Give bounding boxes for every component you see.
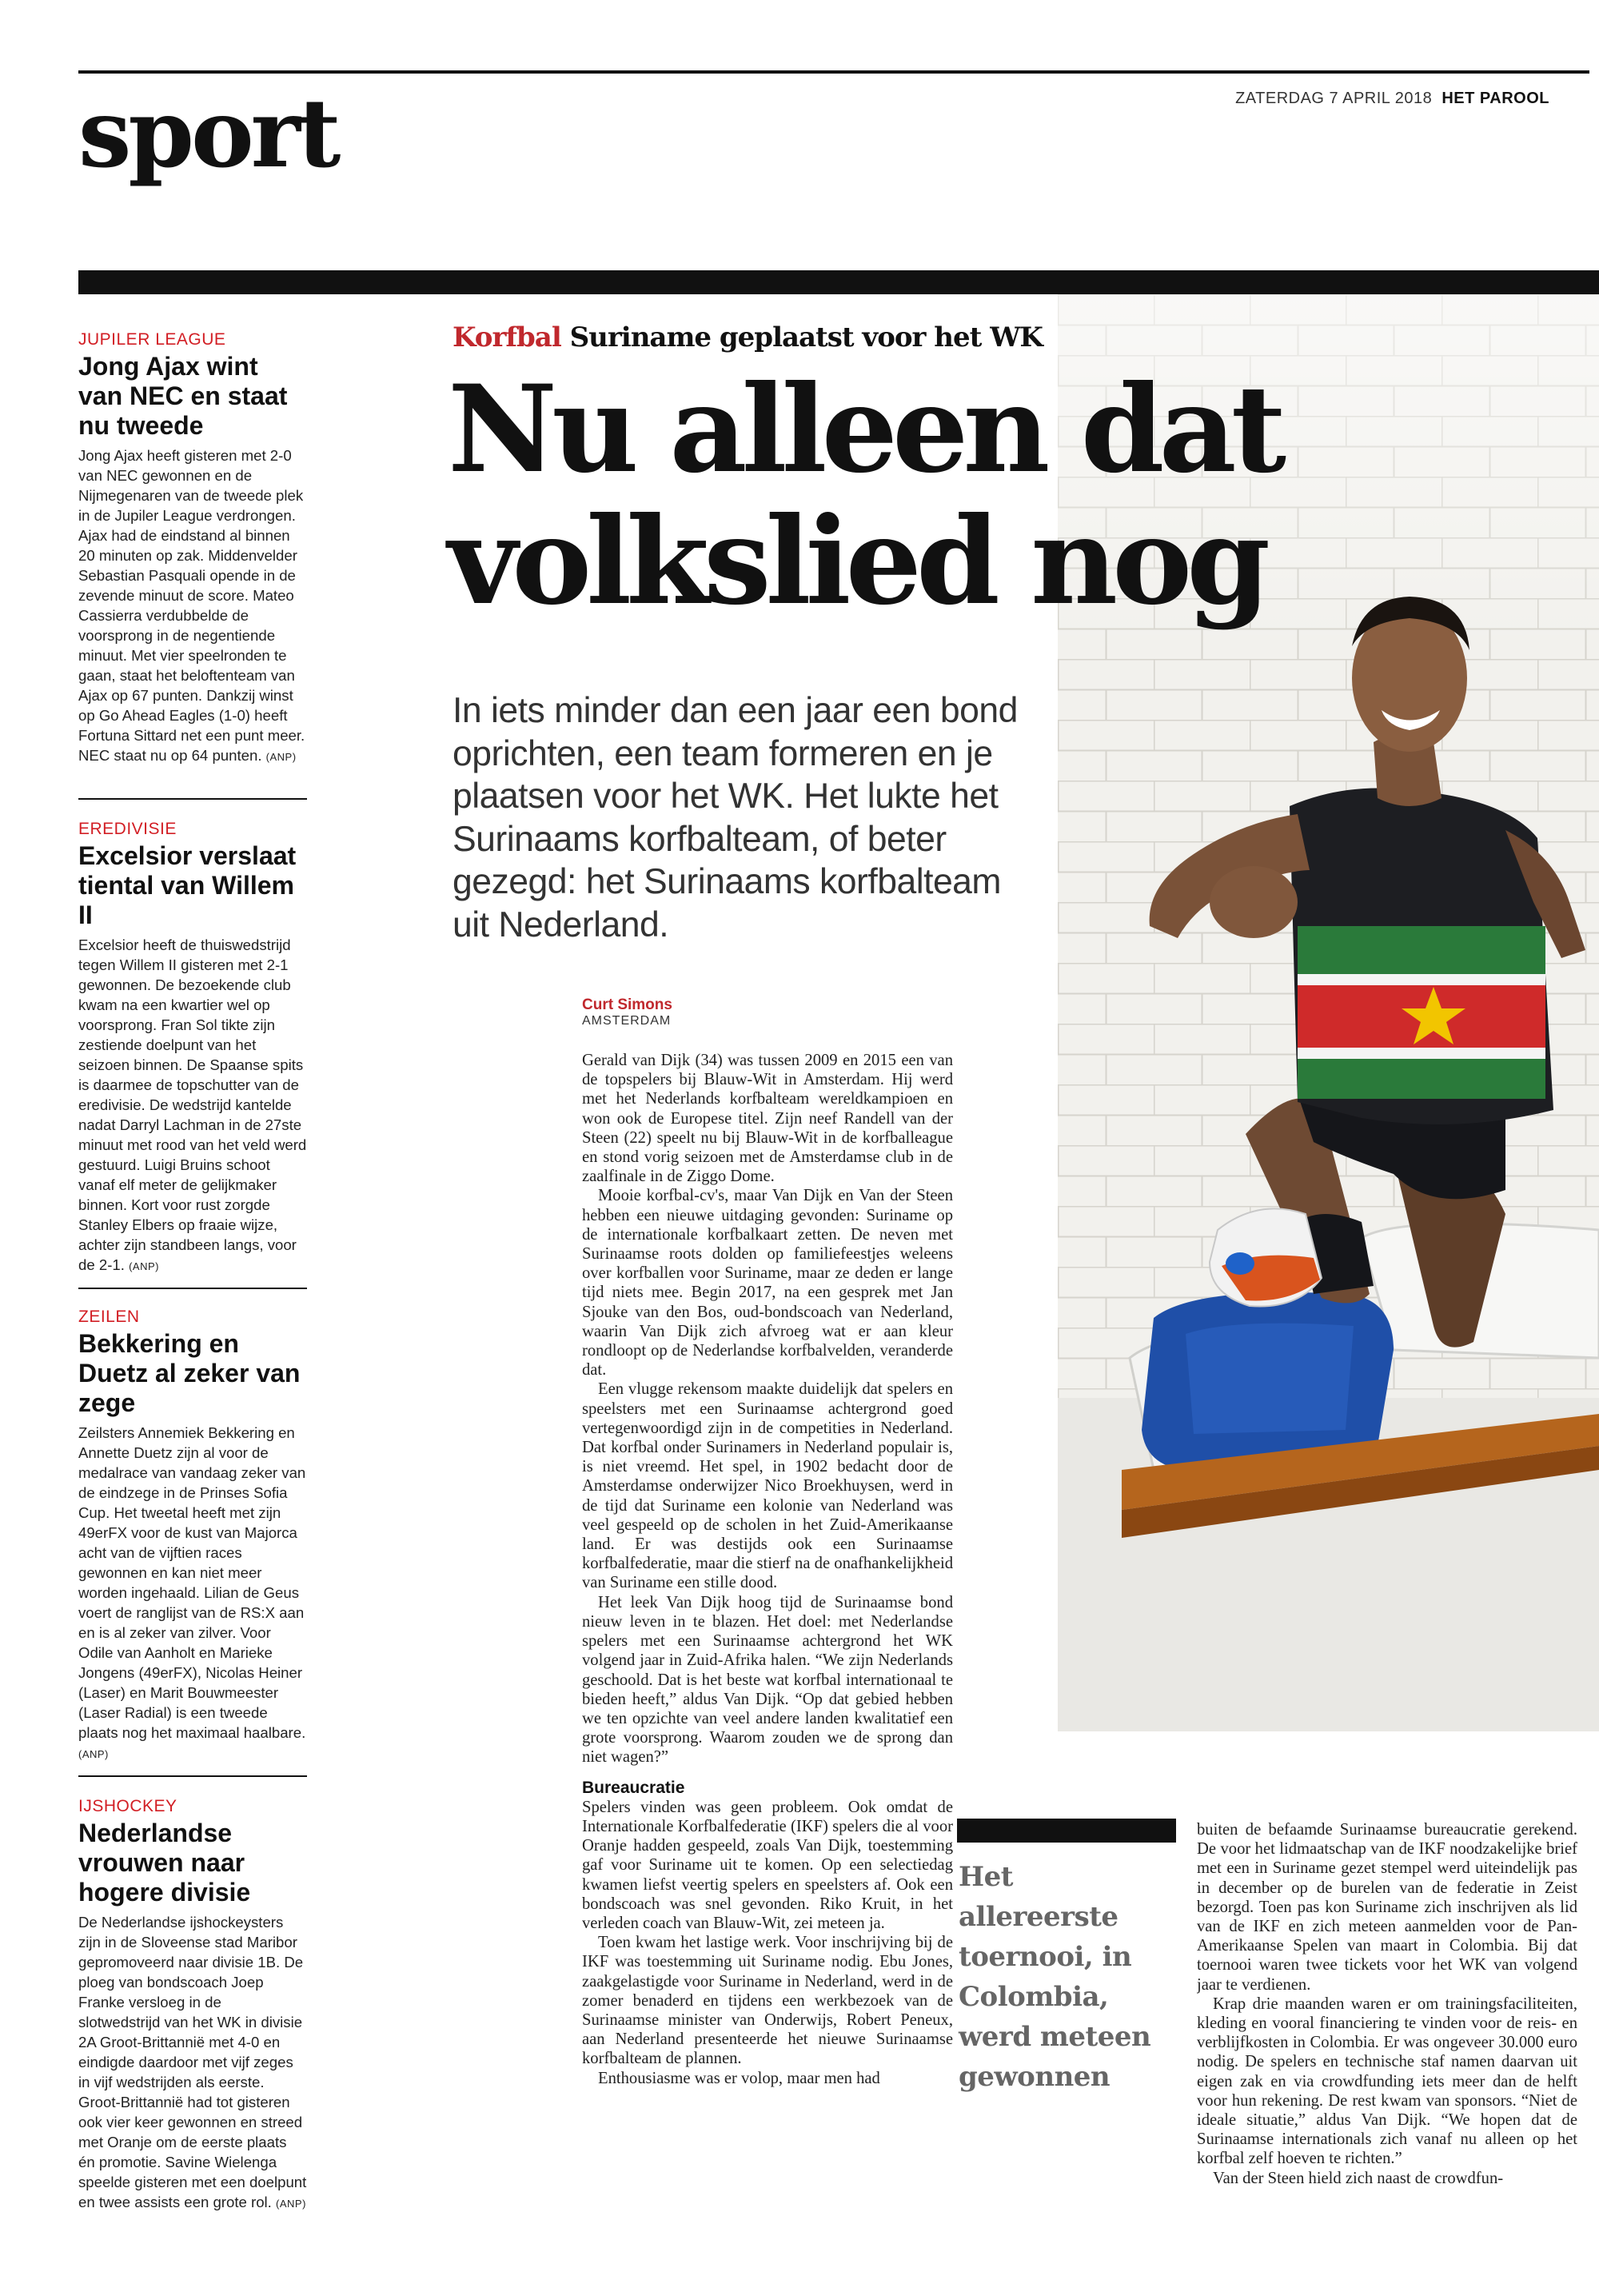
brief-headline: Jong Ajax wint van NEC en staat nu tweede [78, 352, 288, 440]
brief-divider [78, 1775, 307, 1777]
section-title: sport [78, 78, 338, 189]
story-paragraph: Toen kwam het lastige werk. Voor inschrijving bij de IKF was toestemming uit Suriname nodig. Ebu Jones, zaakgelastigde voor Suriname in Nederland, werd in de zomer benaderd en tijdens een werkbezoek van de Surinaamse minister van Onderwijs, Robert Peneux, aan Nederland presenteerde het nieuwe Surinaamse korfbalteam de plannen. [582, 1934, 953, 2068]
dateline [1235, 90, 1549, 108]
story-paragraph: Gerald van Dijk (34) was tussen 2009 en 2015 een van de topspelers bij Blauw-Wit in Amsterdam. Hij werd met het Nederlands korfbalteam wereldkampioen en won ook de Europese titel. Zijn neef Randell van der Steen (22) speelt nu bij Blauw-Wit in de korfballeague en stond vorig seizoen met de Amsterdamse club in de zaalfinale in de Ziggo Dome. [582, 1052, 953, 1186]
story-paragraph: Het leek Van Dijk hoog tijd de Surinaamse bond nieuw leven in te blazen. Het doel: met Nederlandse spelers met een Surinaamse achtergrond het WK volgend jaar in Zuid-Afrika halen. “We zijn Nederlands geschoold. Dat is het beste wat korfbal internationaal te bieden heeft,” aldus Van Dijk. “Op dat gebied hebben we ten opzichte van veel andere landen kwalitatief een grote voorsprong. Waarom zouden we de sprong dan niet wagen?” [582, 1593, 953, 1767]
brief-body: Jong Ajax heeft gisteren met 2-0 van NEC gewonnen en de Nijmegenaren van de tweede plek in de Jupiler League verdrongen. Ajax had de eindstand al binnen 20 minuten op zak. Middenvelder Sebastian Pasquali opende in de zevende minuut de score. Mateo Cassierra verdubbelde de voorsprong in de negentiende minuut. Met vier speelronden te gaan, staat het beloftenteam van Ajax op 67 punten. Dankzij winst op Go Ahead Eagles (1-0) heeft Fortuna Sittard net een punt meer. NEC staat nu op 64 punten. (ANP) [78, 447, 305, 764]
brief-ijshockey [78, 1796, 307, 2214]
pull-quote: Het allereerste toernooi, in Colombia, werd meteen gewonnen [959, 1861, 1151, 2093]
brief-headline: Bekkering en Duetz al zeker van zege [78, 1329, 301, 1417]
story-paragraph: Een vlugge rekensom maakte duidelijk dat spelers en speelsters met een Surinaamse achtergrond goed vertegenwoordigd zijn in de competities in Nederland. Dat korfbal onder Surinamers in Nederland populair is, is niet vreemd. Het spel, in 1902 bedacht door de Amsterdamse onderwijzer Nico Broekhuysen, werd in de tijd dat Suriname een kolonie van Nederland was veel gespeeld op de scholen in het Zuid-Amerikaanse land. Er was destijds ook een Surinaamse korfbalfederatie, maar die stierf na de onafhankelijkheid van Suriname een stille dood. [582, 1380, 953, 1592]
story-headline: Nu alleen dat volkslied nog [448, 359, 1282, 632]
story-category: Korfbal [453, 321, 561, 353]
brief-eredivisie [78, 819, 307, 1276]
story-paragraph: Krap drie maanden waren er om trainingsfaciliteiten, kleding en vooral financiering te vinden voor de reis- en verblijfkosten in Colombia. Er was ongeveer 30.000 euro nodig. De spelers en technische staf namen daarvan uit eigen zak en via crowdfunding iets meer dan de helft voor hun rekening. De rest kwam van sponsors. “Niet de ideale situatie,” aldus Van Dijk. “We hopen dat de Surinaamse internationals zich vanaf nu alleen op het korfbal zelf hoeven te richten.” [1197, 1995, 1577, 2168]
story-intro: In iets minder dan een jaar een bond oprichten, een team formeren en je plaatsen voor het WK. Het lukte het Surinaams korfbalteam, of beter gezegd: het Surinaams korfbalteam uit Nederland. [453, 691, 1018, 944]
story-topic: Suriname geplaatst voor het WK [569, 321, 1043, 353]
story-topic-line [453, 321, 1043, 353]
brief-body: Excelsior heeft de thuiswedstrijd tegen Willem II gisteren met 2-1 gewonnen. De bezoekende club kwam na een kwartier wel op voorsprong. Fran Sol tikte zijn zestiende doelpunt van het seizoen binnen. De Spaanse spits is daarmee de topschutter van de eredivisie. De wedstrijd kantelde nadat Darryl Lachman in de 27ste minuut met rood van het veld werd gestuurd. Luigi Bruins schoot vanaf elf meter de gelijkmaker binnen. Kort voor rust zorgde Stanley Elbers op fraaie wijze, achter zijn standbeen langs, voor de 2-1. (ANP) [78, 936, 307, 1273]
brief-jupiler-league [78, 329, 307, 767]
top-rule [78, 70, 1589, 74]
newspaper-name: HET PAROOL [1441, 90, 1549, 107]
story-paragraph: Spelers vinden was geen probleem. Ook omdat de Internationale Korfbalfederatie (IKF) spelers die al voor Oranje hadden gespeeld, zoals Van Dijk, toestemming gaf voor Suriname uit te komen. Op een selectiedag kwamen liefst veertig spelers en speelsters af. Ook een bondscoach was snel gevonden. Riko Kruit, in het verleden coach van Blauw-Wit, zei meteen ja. [582, 1798, 953, 1932]
brief-source: (ANP) [265, 751, 297, 763]
brief-body: Zeilsters Annemiek Bekkering en Annette Duetz zijn al voor de medalrace van vandaag zeker van de eindzege in de Prinses Sofia Cup. Het tweetal heeft met zijn 49erFX voor de kust van Majorca acht van de vijftien races gewonnen en kan niet meer worden ingehaald. Lilian de Geus voert de ranglijst van de RS:X aan en is al zeker van zilver. Voor Odile van Aanholt en Marieke Jongens (49erFX), Nicolas Heiner (Laser) en Marit Bouwmeester (Laser Radial) is een tweede plaats nog het maximaal haalbare. (ANP) [78, 1424, 306, 1760]
story-column-2 [1197, 1820, 1577, 2287]
brief-body: De Nederlandse ijshockeysters zijn in de Sloveense stad Maribor gepromoveerd naar divisie 1B. De ploeg van bondscoach Joep Franke versloeg in de slotwedstrijd van het WK in divisie 2A Groot-Brittannië met 4-0 en eindigde daardoor met vijf zeges in vijf wedstrijden als eerste. Groot-Brittannië had tot gisteren ook vier keer gewonnen en streed met Oranje om de eerste plaats én promotie. Savine Wielenga speelde gisteren met een doelpunt en twee assists een grote rol. (ANP) [78, 1914, 307, 2210]
brief-divider [78, 798, 307, 800]
byline-author: Curt Simons [582, 996, 672, 1013]
brief-source: (ANP) [78, 1748, 109, 1760]
story-column-1 [582, 1051, 953, 2286]
brief-source: (ANP) [276, 2198, 306, 2210]
story-paragraph: Mooie korfbal-cv's, maar Van Dijk en Van der Steen hebben een nieuwe uitdaging gevonden: Suriname op de internationale korfbalkaart zetten. De neven met Surinaamse roots dolden op familiefeestjes weleens over korfballen voor Suriname, maar ze deden er lange tijd niets mee. Begin 2017, na een gesprek met Jan Sjouke van den Bos, oud-bondscoach van Nederland, waarin Van Dijk zich afvroeg wat er aan kleur rondloopt op de Nederlandse korfbalvelden, veranderde dat. [582, 1187, 953, 1380]
pull-quote-bar [957, 1819, 1176, 1843]
brief-kicker: ZEILEN [78, 1308, 140, 1326]
story-paragraph: Enthousiasme was er volop, maar men had [598, 2069, 880, 2087]
brief-kicker: EREDIVISIE [78, 820, 177, 838]
section-bar [78, 270, 1599, 294]
brief-kicker: JUPILER LEAGUE [78, 330, 226, 349]
byline-location: AMSTERDAM [582, 1014, 672, 1028]
story-paragraph: Van der Steen hield zich naast de crowdfun- [1213, 2169, 1504, 2187]
brief-zeilen [78, 1307, 307, 1764]
story-paragraph: buiten de befaamde Surinaamse bureaucratie gerekend. De voor het lidmaatschap van de IKF noodzakelijke brief met een in Suriname gezet stempel werd uiteindelijk pas in december op de burelen van de federatie in Zeist bezorgd. Toen pas kon Suriname zich inschrijven als lid van de IKF en zich meteen aanmelden voor de Pan-Amerikaanse Spelen van maart in Colombia. Bij dat toernooi waren twee tickets voor het WK van volgend jaar te verdienen. [1197, 1821, 1577, 1994]
issue-date: ZATERDAG 7 APRIL 2018 [1235, 90, 1433, 107]
story-subhead: Bureaucratie [582, 1778, 685, 1797]
brief-headline: Nederlandse vrouwen naar hogere divisie [78, 1819, 251, 1907]
brief-kicker: IJSHOCKEY [78, 1797, 177, 1815]
brief-divider [78, 1288, 307, 1289]
brief-source: (ANP) [129, 1260, 159, 1272]
brief-headline: Excelsior verslaat tiental van Willem II [78, 841, 297, 929]
